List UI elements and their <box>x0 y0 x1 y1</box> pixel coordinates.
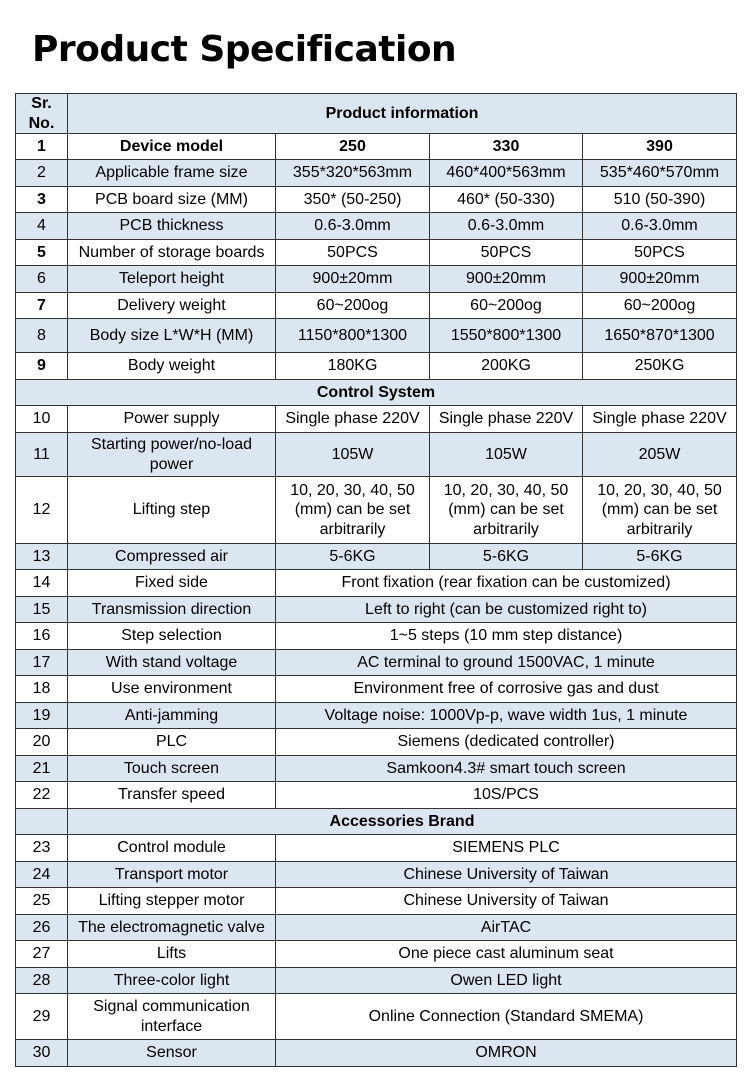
cell-value: 60~200og <box>583 293 737 319</box>
row-number: 3 <box>16 187 68 213</box>
model-390: 390 <box>583 134 737 160</box>
cell-value: 10S/PCS <box>276 782 737 809</box>
row-number: 14 <box>16 570 68 597</box>
row-label: PLC <box>68 729 276 756</box>
page-title: Product Specification <box>32 29 457 70</box>
row-label: Delivery weight <box>68 293 276 319</box>
row-label: Anti-jamming <box>68 703 276 729</box>
cell-value: Left to right (can be customized right to) <box>276 597 737 623</box>
row-label: Lifting step <box>68 477 276 544</box>
accessories-brand-header: Accessories Brand <box>68 809 737 835</box>
row-label: With stand voltage <box>68 650 276 676</box>
cell-value: Environment free of corrosive gas and dust <box>276 676 737 703</box>
cell-value: 0.6-3.0mm <box>276 213 430 240</box>
row-label: Number of storage boards <box>68 240 276 266</box>
row-number: 12 <box>16 477 68 544</box>
cell-value: 0.6-3.0mm <box>583 213 737 240</box>
table-row <box>16 968 737 994</box>
cell-value: Owen LED light <box>276 968 737 994</box>
row-label: Teleport height <box>68 266 276 293</box>
row-number: 21 <box>16 756 68 782</box>
row-number: 10 <box>16 406 68 433</box>
cell-value: 60~200og <box>276 293 430 319</box>
cell-value: 510 (50-390) <box>583 187 737 213</box>
row-label: Sensor <box>68 1040 276 1067</box>
cell-value: Single phase 220V <box>583 406 737 433</box>
table-row <box>16 187 737 213</box>
cell-value: 180KG <box>276 353 430 380</box>
row-label: Step selection <box>68 623 276 650</box>
table-row <box>16 213 737 240</box>
row-label: Body weight <box>68 353 276 380</box>
row-label: Lifts <box>68 941 276 968</box>
cell-value: 10, 20, 30, 40, 50 (mm) can be set arbitrarily <box>430 477 583 544</box>
row-label: PCB thickness <box>68 213 276 240</box>
table-row <box>16 676 737 703</box>
row-number: 4 <box>16 213 68 240</box>
cell-value: 5-6KG <box>276 544 430 570</box>
cell-value: 5-6KG <box>430 544 583 570</box>
row-number: 17 <box>16 650 68 676</box>
table-row <box>16 570 737 597</box>
table-row <box>16 756 737 782</box>
cell-value: 50PCS <box>430 240 583 266</box>
row-number: 23 <box>16 835 68 862</box>
row-number: 20 <box>16 729 68 756</box>
table-row <box>16 994 737 1040</box>
table-row <box>16 240 737 266</box>
row-label: Transfer speed <box>68 782 276 809</box>
table-row <box>16 293 737 319</box>
section-header-row <box>16 380 737 406</box>
cell-value: 355*320*563mm <box>276 160 430 187</box>
row-label: Power supply <box>68 406 276 433</box>
cell-value: 60~200og <box>430 293 583 319</box>
table-row <box>16 862 737 888</box>
section-header-row <box>16 809 737 835</box>
table-row <box>16 1040 737 1067</box>
cell-value: Online Connection (Standard SMEMA) <box>276 994 737 1040</box>
table-row <box>16 941 737 968</box>
cell-value: 105W <box>430 433 583 477</box>
row-number: 9 <box>16 353 68 380</box>
cell-value: 535*460*570mm <box>583 160 737 187</box>
cell-value: 460* (50-330) <box>430 187 583 213</box>
row-label: Starting power/no-load power <box>68 433 276 477</box>
sr-no-header: Sr. No. <box>16 94 68 134</box>
cell-value: Single phase 220V <box>430 406 583 433</box>
cell-value: 1~5 steps (10 mm step distance) <box>276 623 737 650</box>
cell-value: 10, 20, 30, 40, 50 (mm) can be set arbitrarily <box>583 477 737 544</box>
table-row <box>16 160 737 187</box>
row-label: Three-color light <box>68 968 276 994</box>
cell-value: 460*400*563mm <box>430 160 583 187</box>
row-number: 25 <box>16 888 68 915</box>
row-number: 15 <box>16 597 68 623</box>
cell-value: 5-6KG <box>583 544 737 570</box>
row-number: 18 <box>16 676 68 703</box>
table-row <box>16 544 737 570</box>
row-number: 24 <box>16 862 68 888</box>
cell-value: 10, 20, 30, 40, 50 (mm) can be set arbitrarily <box>276 477 430 544</box>
product-info-header: Product information <box>68 94 737 134</box>
table-row <box>16 888 737 915</box>
row-number: 27 <box>16 941 68 968</box>
table-row <box>16 835 737 862</box>
model-250: 250 <box>276 134 430 160</box>
cell-value: Voltage noise: 1000Vp-p, wave width 1us, 1 minute <box>276 703 737 729</box>
cell-value: 900±20mm <box>430 266 583 293</box>
table-row <box>16 650 737 676</box>
row-number: 11 <box>16 433 68 477</box>
cell-value: 0.6-3.0mm <box>430 213 583 240</box>
cell-value: 50PCS <box>583 240 737 266</box>
table-row <box>16 266 737 293</box>
table-row <box>16 477 737 544</box>
row-label: Lifting stepper motor <box>68 888 276 915</box>
table-row <box>16 782 737 809</box>
row-number: 13 <box>16 544 68 570</box>
row-label: Applicable frame size <box>68 160 276 187</box>
table-row <box>16 915 737 941</box>
row-number: 30 <box>16 1040 68 1067</box>
row-number: 29 <box>16 994 68 1040</box>
table-row <box>16 703 737 729</box>
row-number: 28 <box>16 968 68 994</box>
cell-value: 350* (50-250) <box>276 187 430 213</box>
empty-cell <box>16 809 68 835</box>
cell-value: Chinese University of Taiwan <box>276 888 737 915</box>
row-number: 19 <box>16 703 68 729</box>
row-label: Compressed air <box>68 544 276 570</box>
row-label: Signal communication interface <box>68 994 276 1040</box>
row-number: 16 <box>16 623 68 650</box>
cell-value: 900±20mm <box>276 266 430 293</box>
row-label: Body size L*W*H (MM) <box>68 319 276 353</box>
row-label: PCB board size (MM) <box>68 187 276 213</box>
cell-value: AC terminal to ground 1500VAC, 1 minute <box>276 650 737 676</box>
row-number: 2 <box>16 160 68 187</box>
row-label: Control module <box>68 835 276 862</box>
table-row <box>16 597 737 623</box>
cell-value: 1150*800*1300 <box>276 319 430 353</box>
model-330: 330 <box>430 134 583 160</box>
row-number: 26 <box>16 915 68 941</box>
cell-value: Siemens (dedicated controller) <box>276 729 737 756</box>
row-number: 22 <box>16 782 68 809</box>
cell-value: 200KG <box>430 353 583 380</box>
cell-value: 105W <box>276 433 430 477</box>
row-label: Use environment <box>68 676 276 703</box>
device-model-row <box>16 134 737 160</box>
cell-value: Single phase 220V <box>276 406 430 433</box>
cell-value: Front fixation (rear fixation can be customized) <box>276 570 737 597</box>
cell-value: Samkoon4.3# smart touch screen <box>276 756 737 782</box>
row-number: 1 <box>16 134 68 160</box>
row-number: 8 <box>16 319 68 353</box>
cell-value: AirTAC <box>276 915 737 941</box>
cell-value: 50PCS <box>276 240 430 266</box>
cell-value: 900±20mm <box>583 266 737 293</box>
row-label: Transmission direction <box>68 597 276 623</box>
table-row <box>16 433 737 477</box>
row-label: Touch screen <box>68 756 276 782</box>
table-row <box>16 319 737 353</box>
row-number: 5 <box>16 240 68 266</box>
row-label: Fixed side <box>68 570 276 597</box>
cell-value: SIEMENS PLC <box>276 835 737 862</box>
cell-value: 1650*870*1300 <box>583 319 737 353</box>
table-row <box>16 623 737 650</box>
table-row <box>16 353 737 380</box>
control-system-header: Control System <box>16 380 737 406</box>
table-row <box>16 729 737 756</box>
cell-value: 250KG <box>583 353 737 380</box>
table-row <box>16 406 737 433</box>
cell-value: One piece cast aluminum seat <box>276 941 737 968</box>
cell-value: 205W <box>583 433 737 477</box>
cell-value: Chinese University of Taiwan <box>276 862 737 888</box>
row-number: 6 <box>16 266 68 293</box>
row-number: 7 <box>16 293 68 319</box>
header-row <box>16 94 737 134</box>
cell-value: OMRON <box>276 1040 737 1067</box>
row-label: The electromagnetic valve <box>68 915 276 941</box>
row-label: Transport motor <box>68 862 276 888</box>
row-label: Device model <box>68 134 276 160</box>
spec-table <box>15 93 737 1067</box>
cell-value: 1550*800*1300 <box>430 319 583 353</box>
